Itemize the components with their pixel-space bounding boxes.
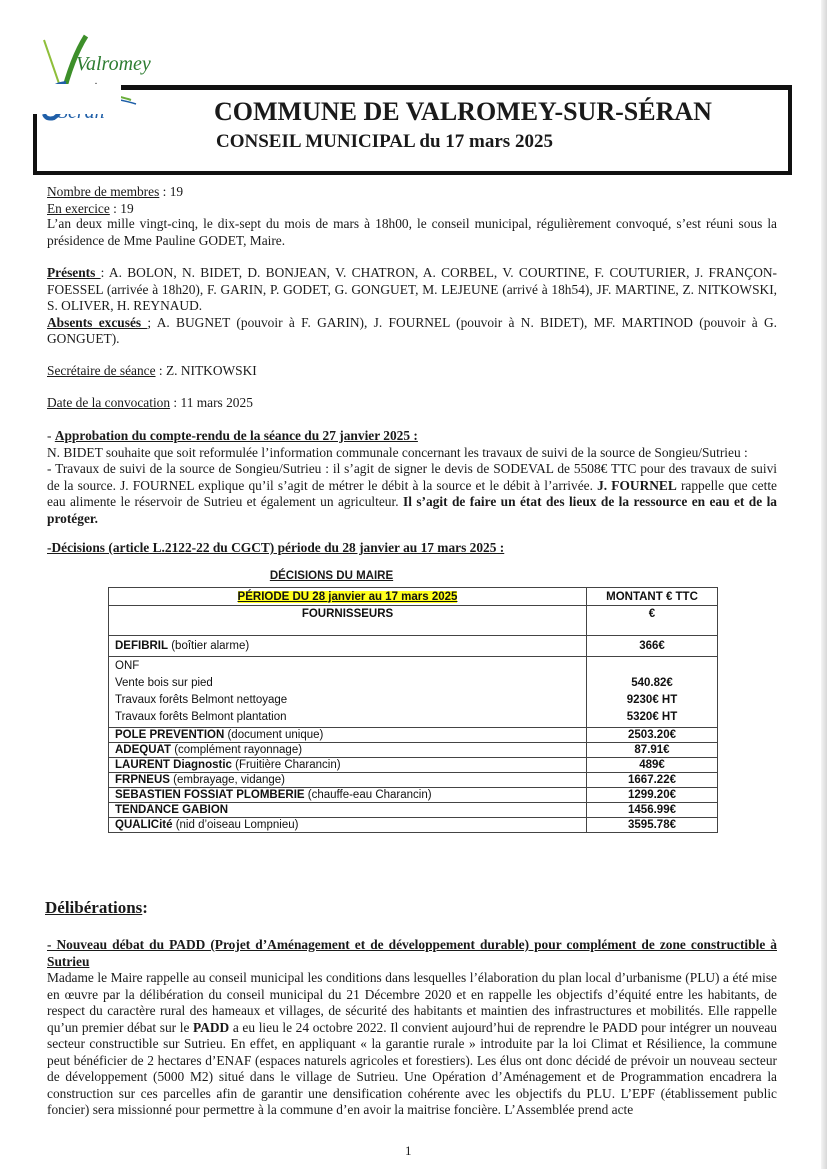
table-row [109, 818, 718, 833]
supplier-detail: (embrayage, vidange) [169, 774, 286, 786]
supplier-amount: 87.91€ [587, 743, 718, 758]
supplier-detail: (document unique) [224, 729, 324, 741]
secretaire-line [47, 363, 777, 380]
supplier-amount: 1456.99€ [587, 803, 718, 818]
supplier-name: ADEQUAT [115, 744, 172, 756]
members-count [47, 184, 777, 217]
approbation-p2: - Travaux de suivi de la source de Songieu/Sutrieu : il s’agit de signer le devis de SODEVAL de 5508€ TTC pour des travaux de suivi de la source. J. FOURNEL explique qu’il s’agit de métrer le débit à la source et le débit à l’arrivée. [47, 461, 777, 493]
exercice-value: : 19 [109, 200, 134, 216]
onf-amount: 5320€ HT [626, 711, 678, 723]
decisions-heading-text: -Décisions (article L.2122-22 du CGCT) période du 28 janvier au 17 mars 2025 : [47, 540, 505, 555]
approbation-p2-mid: rappelle que cette eau alimente le réservoir de Sutrieu et également un agriculteur. [47, 477, 777, 509]
padd-title: - Nouveau débat du PADD (Projet d’Aménagement et de développement durable) pour complément de zone constructible à Sutrieu [47, 937, 777, 969]
decisions-table [108, 587, 718, 833]
decisions-heading [47, 540, 777, 557]
supplier-name: QUALICité [115, 819, 173, 831]
table-row [109, 728, 718, 743]
table-row [109, 788, 718, 803]
supplier-detail: (Fruitière Charancin) [231, 759, 341, 771]
supplier-detail: (chauffe-eau Charancin) [304, 789, 432, 801]
padd-section [47, 937, 777, 1119]
period-header-cell [109, 588, 587, 606]
approbation-prefix: - [47, 428, 55, 443]
supplier-name: TENDANCE GABION [115, 804, 229, 816]
amount-header: MONTANT € TTC [587, 588, 718, 606]
table-header-row [109, 588, 718, 606]
supplier-name: POLE PREVENTION [115, 729, 225, 741]
absents-label: Absents excusés [47, 314, 148, 330]
deliberations-heading-text: Délibérations [45, 898, 143, 917]
approbation-p1-end: les travaux de suivi de la source de Songieu/Sutrieu : [460, 444, 748, 460]
table-row [109, 743, 718, 758]
page-number: 1 [405, 1143, 412, 1158]
approbation-p2-bold1: J. FOURNEL [597, 477, 677, 493]
approbation-p2-bold2: Il s’agit de faire un état des lieux de la ressource en eau et de la protéger. [47, 494, 777, 526]
table-row [109, 773, 718, 788]
page-subtitle: CONSEIL MUNICIPAL du 17 mars 2025 [216, 131, 553, 152]
table-row [109, 657, 718, 728]
presents-text: : A. BOLON, N. BIDET, D. BONJEAN, V. CHATRON, A. CORBEL, V. COURTINE, F. COUTURIER, J. FRANÇON-FOESSEL (arrivée à 18h20), F. GARIN, P. GODET, G. GONGUET, M. LEJEUNE (arrivé à 18h54), JF. MARTINE, Z. NITKOWSKI, S. OLIVER, H. REYNAUD. [47, 265, 778, 313]
intro-paragraph: L’an deux mille vingt-cinq, le dix-sept du mois de mars à 18h00, le conseil municipal, régulièrement convoqué, s’est réuni sous la présidence de Mme Pauline GODET, Maire. [47, 216, 777, 248]
suppliers-header: FOURNISSEURS [109, 606, 587, 636]
onf-item: Travaux forêts Belmont plantation [115, 711, 287, 723]
table-row [109, 636, 718, 657]
secretaire-value: : Z. NITKOWSKI [155, 363, 257, 378]
page-title: COMMUNE DE VALROMEY-SUR-SÉRAN [214, 97, 712, 126]
supplier-amount: 1299.20€ [587, 788, 718, 803]
decisions-table-caption: DÉCISIONS DU MAIRE [269, 570, 394, 582]
currency-header: € [587, 606, 718, 636]
onf-item: Vente bois sur pied [115, 677, 213, 689]
supplier-name: SEBASTIEN FOSSIAT PLOMBERIE [115, 789, 305, 801]
presents-label: Présents [47, 265, 101, 280]
convocation-line [47, 395, 777, 412]
onf-amount: 9230€ HT [626, 694, 678, 706]
deliberations-heading-suffix: : [142, 898, 148, 917]
convocation-label: Date de la convocation [47, 395, 171, 410]
supplier-detail: (nid d’oiseau Lompnieu) [172, 819, 299, 831]
presents-paragraph [47, 265, 777, 348]
members-label: Nombre de membres [47, 184, 160, 199]
table-row [109, 758, 718, 773]
period-header: PÉRIODE DU 28 janvier au 17 mars 2025 [237, 590, 458, 603]
supplier-name: ONF [115, 660, 140, 672]
approbation-p1-start: N. BIDET souhaite que soit reformulée l’information communale [47, 444, 402, 460]
padd-text-a: Madame le Maire rappelle au conseil municipal les conditions dans lesquelles l’élaboration du plan local d’urbanisme (PLU) a été mise en œuvre par la délibération du conseil municipal du 21 Décembre 2020 et en rappelle les objectifs d’équité entre les habitants, de respect du caractère rural des hameaux et villages, de sécurité des habitants et maintien des infrastructures et mobilités. Elle rappelle qu’un premier débat sur le [47, 970, 777, 1035]
supplier-detail: (complément rayonnage) [171, 744, 303, 756]
table-row [109, 803, 718, 818]
logo-text-valromey: Valromey [76, 53, 151, 75]
supplier-amount: 366€ [587, 636, 718, 657]
supplier-amount: 489€ [587, 758, 718, 773]
padd-text-b: a eu lieu le 24 octobre 2022. Il convient aujourd’hui de reprendre le PADD pour intégrer un nouveau secteur constructible sur Sutrieu. En effet, en appliquant « la garantie rurale » introduite par la loi Climat et Résilience, la commune peut bénéficier de 2 hectares d’ENAF (espaces naturels agricoles et forestiers). Les élus ont donc décidé de prévoir un nouveau secteur de développement (5000 M2) situé dans le village de Sutrieu. Une Opération d’Aménagement et de Programmation encadrera la construction sur ces parcelles afin de garantir une densification cohérente avec les objectifs du PLU. L’EPF (établissement public foncier) sera missionné pour permettre à la commune d’en avoir la maitrise foncière. L’Assemblée prend acte [47, 1019, 777, 1117]
supplier-amount: 3595.78€ [587, 818, 718, 833]
deliberations-heading [45, 898, 148, 918]
secretaire-label: Secrétaire de séance [47, 363, 156, 378]
approbation-p1-bold: concernant [401, 444, 461, 460]
members-value: : 19 [159, 184, 184, 199]
supplier-detail: (boîtier alarme) [168, 640, 250, 652]
padd-text-bold: PADD [193, 1019, 230, 1035]
supplier-amount: 1667.22€ [587, 773, 718, 788]
supplier-amount: 2503.20€ [587, 728, 718, 743]
table-subheader-row [109, 606, 718, 636]
convocation-value: : 11 mars 2025 [170, 395, 253, 410]
approbation-title: Approbation du compte-rendu de la séance du 27 janvier 2025 : [54, 428, 418, 443]
supplier-name: DEFIBRIL [115, 640, 169, 652]
exercice-label: En exercice [47, 200, 110, 216]
onf-amount: 540.82€ [631, 677, 673, 689]
absents-text: ; A. BUGNET (pouvoir à F. GARIN), J. FOURNEL (pouvoir à N. BIDET), MF. MARTINOD (pouvoir à G. GONGUET). [47, 314, 777, 346]
approbation-section [47, 428, 777, 527]
onf-item: Travaux forêts Belmont nettoyage [115, 694, 288, 706]
supplier-name: LAURENT Diagnostic [115, 759, 232, 771]
supplier-name: FRPNEUS [115, 774, 170, 786]
scan-edge-shadow [821, 0, 827, 1169]
